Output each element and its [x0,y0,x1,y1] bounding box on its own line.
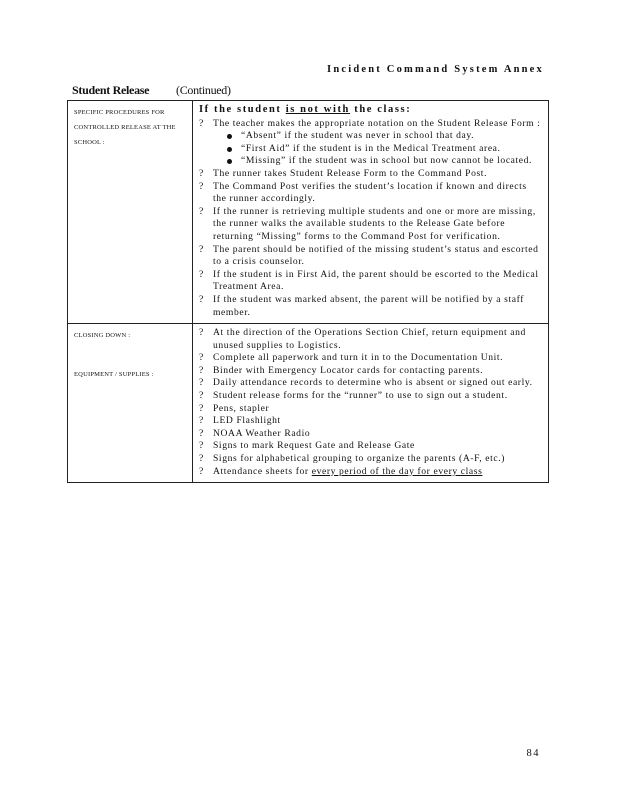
underlined-text: every period of the day for every class [311,465,483,477]
bullet-dot-icon [227,134,232,139]
question-mark-bullet-icon: ? [199,205,204,217]
question-mark-bullet-icon: ? [199,377,204,389]
question-mark-bullet-icon: ? [199,167,204,179]
section-continued: (Continued) [176,83,231,97]
list-item: ? If the runner is retrieving multiple students and one or more are missing, the runner walks the available students to the Release Gate before returning “Missing” forms to the Command Post for verification. [199,205,536,242]
list-item: ? NOAA Weather Radio [199,427,311,439]
annex-title: Incident Command System Annex [327,64,544,75]
list-item: ? Pens, stapler [199,402,270,414]
list-item: ? The teacher makes the appropriate notation on the Student Release Form : “Absent” if the student was never in school that day. “First Aid” if the student is in the Medical Treatment area. “Missing” if the student was in school but now cannot be located. [199,117,541,167]
question-mark-bullet-icon: ? [199,402,204,414]
heading-underlined: is not with [285,104,350,115]
sub-list [213,130,542,168]
list-item: “First Aid” if the student is in the Medical Treatment area. [225,143,542,156]
question-mark-bullet-icon: ? [199,364,204,376]
question-mark-bullet-icon: ? [199,440,204,452]
closing-list [199,327,542,365]
list-item: ? LED Flashlight [199,415,281,427]
list-item: ? At the direction of the Operations Section Chief, return equipment and unused supplies to Logistics. [199,327,526,351]
question-mark-bullet-icon: ? [199,180,204,192]
procedure-list [199,118,542,320]
question-mark-bullet-icon: ? [199,453,204,465]
question-mark-bullet-icon: ? [199,268,204,280]
row-content-closing-equipment [193,324,549,483]
section-name: Student Release [72,83,150,97]
bullet-dot-icon [227,147,232,152]
question-mark-bullet-icon: ? [199,465,204,477]
question-mark-bullet-icon: ? [199,352,204,364]
bullet-dot-icon [227,159,232,164]
question-mark-bullet-icon: ? [199,327,204,339]
row-label-closing-equipment [68,324,193,483]
list-item: ? If the student is in First Aid, the parent should be escorted to the Medical Treatment Area. [199,268,539,293]
list-item: “Missing” if the student was in school but now cannot be located. [225,155,542,168]
question-mark-bullet-icon: ? [199,390,204,402]
row-content-procedures [193,101,549,324]
list-item: ? The runner takes Student Release Form to the Command Post. [199,167,488,179]
subsection-heading [199,104,542,117]
list-item: ? Signs for alphabetical grouping to organize the parents (A-F, etc.) [199,453,506,465]
page-number: 84 [526,748,540,759]
list-item: ? If the student was marked absent, the parent will be notified by a staff member. [199,293,525,318]
heading-text: If the student [199,104,286,115]
table-row [68,324,549,483]
procedures-table [67,100,549,483]
label-equipment-supplies: EQUIPMENT / SUPPLIES : [74,371,154,379]
question-mark-bullet-icon: ? [199,427,204,439]
list-item: ? Binder with Emergency Locator cards for contacting parents. [199,364,484,376]
list-item: “Absent” if the student was never in school that day. [225,130,542,143]
heading-text-end: the class: [350,104,412,115]
question-mark-bullet-icon: ? [199,293,204,305]
equipment-list [199,365,542,478]
table-row [68,101,549,324]
question-mark-bullet-icon: ? [199,415,204,427]
question-mark-bullet-icon: ? [199,117,204,129]
list-item: ? The Command Post verifies the student’s location if known and directs the runner accordingly. [199,180,527,205]
list-item: ? Signs to mark Request Gate and Release Gate [199,440,415,452]
list-item: ? The parent should be notified of the missing student’s status and escorted to a crisis counselor. [199,243,539,268]
label-closing-down: CLOSING DOWN : [74,332,131,340]
section-header [72,83,231,98]
row-label-procedures: SPECIFIC PROCEDURES FOR CONTROLLED RELEASE AT THE SCHOOL : [68,101,193,324]
question-mark-bullet-icon: ? [199,243,204,255]
list-item: ? Daily attendance records to determine who is absent or signed out early. [199,377,533,389]
list-item: ? Attendance sheets for every period of the day for every class [199,465,483,477]
list-item: ? Student release forms for the “runner” to use to sign out a student. [199,390,508,402]
list-item: ? Complete all paperwork and turn it in to the Documentation Unit. [199,352,504,364]
